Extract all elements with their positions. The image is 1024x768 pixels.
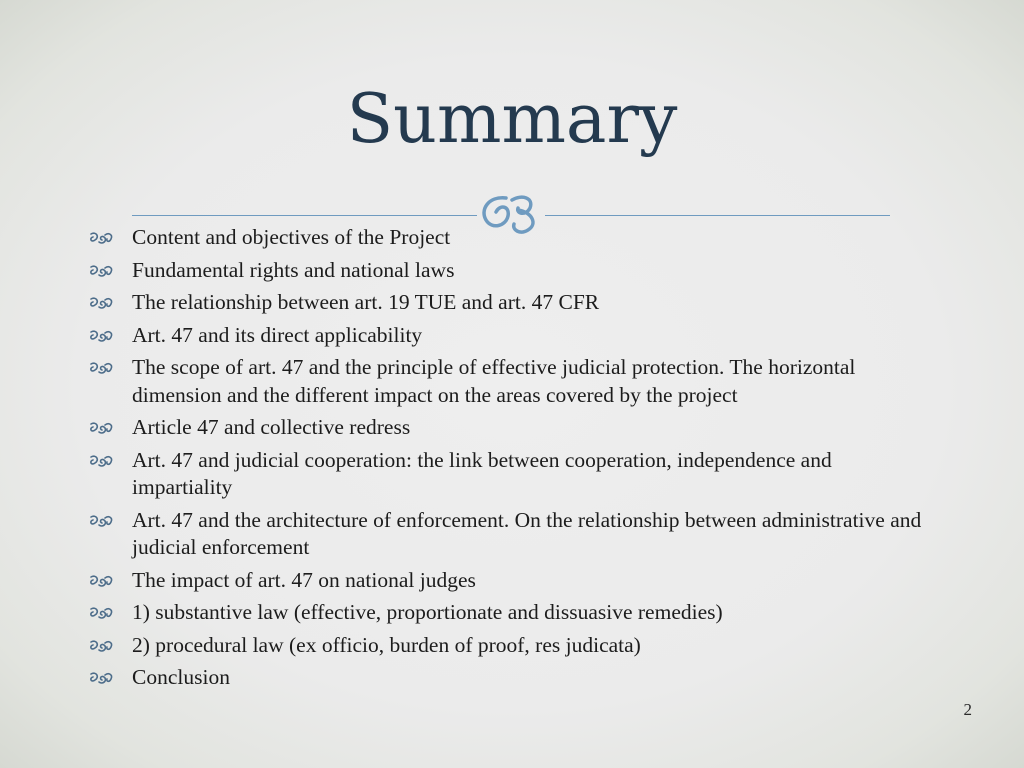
list-item — [88, 632, 928, 660]
list-item — [88, 507, 928, 562]
list-item-text: Content and objectives of the Project — [132, 225, 451, 249]
list-item-text: Art. 47 and its direct applicability — [132, 322, 423, 347]
list-item — [88, 599, 928, 627]
curly-bullet-icon — [88, 296, 114, 310]
curly-bullet-icon — [88, 329, 114, 343]
list-item — [88, 664, 928, 692]
title-divider-left — [132, 215, 477, 216]
list-item — [88, 224, 928, 252]
curly-bullet-icon — [88, 606, 114, 620]
list-item — [88, 447, 928, 502]
list-item-text: 1) substantive law (effective, proportionate and dissuasive remedies) — [132, 600, 723, 624]
curly-bullet-icon — [88, 454, 114, 468]
curly-bullet-icon — [88, 574, 114, 588]
curly-bullet-icon — [88, 231, 114, 245]
list-item-text: The relationship between art. 19 TUE and art. 47 CFR — [132, 290, 600, 314]
list-item — [88, 322, 928, 350]
list-item-text: Art. 47 and judicial cooperation: the link between cooperation, independence and impartiality — [132, 447, 832, 499]
curly-bullet-icon — [88, 671, 114, 685]
list-item — [88, 414, 928, 442]
curly-bullet-icon — [88, 639, 114, 653]
curly-bullet-icon — [88, 361, 114, 375]
list-item — [88, 289, 928, 317]
curly-bullet-icon — [88, 264, 114, 278]
list-item-text: Conclusion — [132, 665, 230, 689]
list-item — [88, 354, 928, 409]
page-number: 2 — [963, 700, 972, 719]
list-item-text: Art. 47 and the architecture of enforcement. On the relationship between administrative and judicial enforcement — [132, 507, 922, 559]
list-item-text: 2) procedural law (ex officio, burden of proof, res judicata) — [132, 632, 641, 657]
list-item-text: Fundamental rights and national laws — [132, 257, 455, 282]
curly-bullet-icon — [88, 514, 114, 528]
list-item — [88, 257, 928, 285]
curly-bullet-icon — [88, 421, 114, 435]
slide-title: Summary — [346, 80, 678, 159]
list-item — [88, 567, 928, 595]
list-item-text: Article 47 and collective redress — [132, 415, 411, 439]
summary-list — [88, 224, 928, 697]
list-item-text: The impact of art. 47 on national judges — [132, 567, 476, 592]
list-item-text: The scope of art. 47 and the principle of effective judicial protection. The horizontal dimension and the different impact on the areas covered by the project — [132, 355, 856, 407]
title-divider-right — [545, 215, 890, 216]
